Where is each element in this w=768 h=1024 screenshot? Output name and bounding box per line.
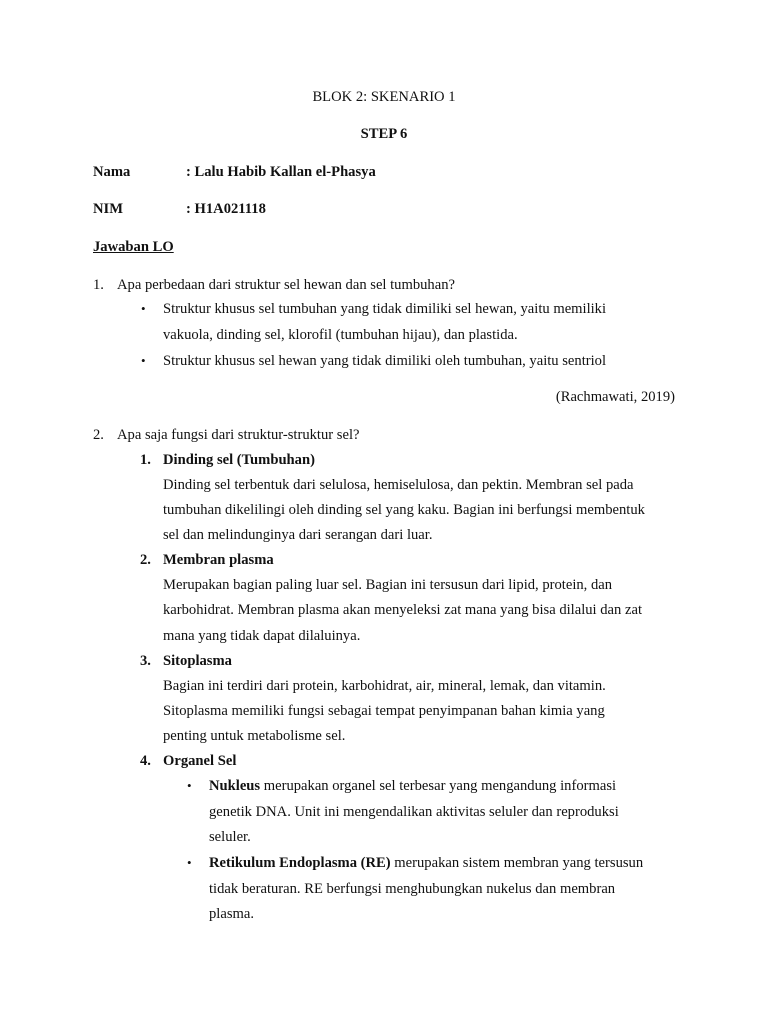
- q2-item2-text-line3: mana yang tidak dapat dilaluinya.: [163, 628, 361, 644]
- organel-nukleus-line1: [209, 777, 616, 795]
- q2-item1-number: 1.: [140, 452, 151, 468]
- q2-item3-text-line1: Bagian ini terdiri dari protein, karbohidrat, air, mineral, lemak, dan vitamin.: [163, 678, 606, 694]
- q2-item2-text-line1: Merupakan bagian paling luar sel. Bagian ini tersusun dari lipid, protein, dan: [163, 577, 613, 593]
- organel-re-line1: [209, 854, 643, 872]
- step-heading: STEP 6: [360, 126, 408, 142]
- organel-nukleus-term: Nukleus: [209, 778, 261, 794]
- q2-item3-title: Sitoplasma: [163, 653, 232, 669]
- q1-number: 1.: [93, 277, 104, 293]
- q2-item1-text-line1: Dinding sel terbentuk dari selulosa, hemiselulosa, dan pektin. Membran sel pada: [163, 477, 634, 493]
- organel-re-desc: merupakan sistem membran yang tersusun: [390, 855, 644, 871]
- q1-question: Apa perbedaan dari struktur sel hewan dan sel tumbuhan?: [117, 277, 455, 293]
- name-value: : Lalu Habib Kallan el-Phasya: [186, 164, 376, 180]
- name-label: Nama: [93, 164, 131, 180]
- q2-item4-title: Organel Sel: [163, 753, 237, 769]
- q2-item1-title: Dinding sel (Tumbuhan): [163, 452, 315, 468]
- q2-item3-text-line3: penting untuk metabolisme sel.: [163, 728, 346, 744]
- organel-nukleus-line2: genetik DNA. Unit ini mengendalikan aktivitas seluler dan reproduksi: [209, 804, 619, 820]
- q1-bullet1-line1: • Struktur khusus sel tumbuhan yang tidak dimiliki sel hewan, yaitu memiliki: [163, 300, 606, 318]
- q1-bullet1-line2: vakuola, dinding sel, klorofil (tumbuhan hijau), dan plastida.: [163, 327, 518, 343]
- q2-item2-number: 2.: [140, 552, 151, 568]
- organel-re-line2: tidak beraturan. RE berfungsi menghubungkan nukelus dan membran: [209, 881, 616, 897]
- nim-value: : H1A021118: [186, 201, 266, 217]
- q2-item3-text-line2: Sitoplasma memiliki fungsi sebagai tempat penyimpanan bahan kimia yang: [163, 703, 605, 719]
- q2-item1-text-line3: sel dan melindunginya dari serangan dari luar.: [163, 527, 433, 543]
- q2-item3-number: 3.: [140, 653, 151, 669]
- nim-label: NIM: [93, 201, 123, 217]
- q2-item4-number: 4.: [140, 753, 151, 769]
- q2-number: 2.: [93, 427, 104, 443]
- document-title: BLOK 2: SKENARIO 1: [312, 89, 456, 105]
- section-title: Jawaban LO: [93, 239, 174, 255]
- organel-re-term: Retikulum Endoplasma (RE): [209, 855, 391, 871]
- organel-nukleus-desc: merupakan organel sel terbesar yang mengandung informasi: [260, 778, 617, 794]
- organel-re-line3: plasma.: [209, 906, 254, 922]
- organel-nukleus-line3: seluler.: [209, 829, 251, 845]
- q2-item2-title: Membran plasma: [163, 552, 274, 568]
- q2-item2-text-line2: karbohidrat. Membran plasma akan menyeleksi zat mana yang bisa dilalui dan zat: [163, 602, 642, 618]
- q2-item1-text-line2: tumbuhan dikelilingi oleh dinding sel yang kaku. Bagian ini berfungsi membentuk: [163, 502, 645, 518]
- q1-citation: (Rachmawati, 2019): [555, 389, 675, 405]
- q2-question: Apa saja fungsi dari struktur-struktur sel?: [117, 427, 360, 443]
- q1-bullet2-line1: • Struktur khusus sel hewan yang tidak dimiliki oleh tumbuhan, yaitu sentriol: [163, 352, 606, 370]
